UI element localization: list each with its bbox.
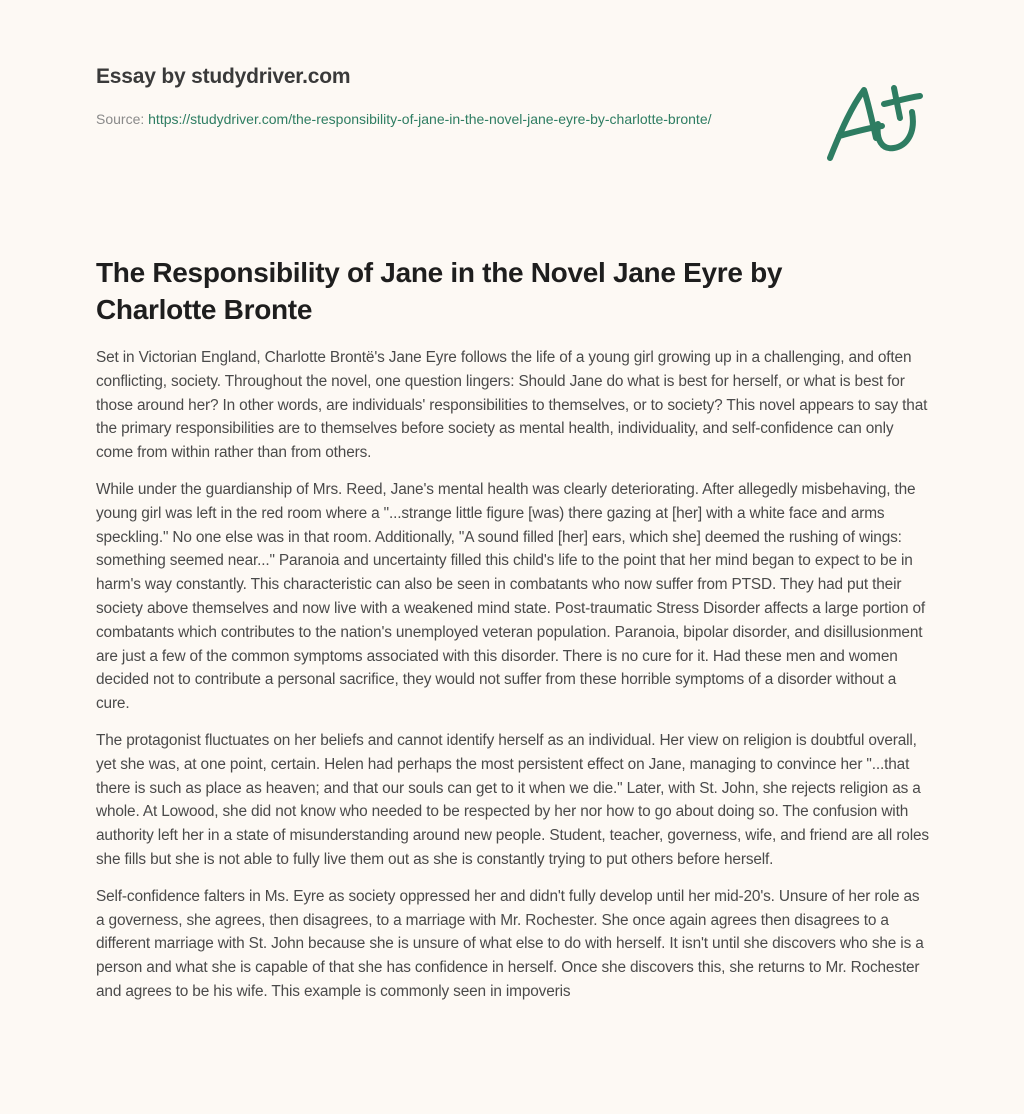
brand-title: Essay by studydriver.com [96, 65, 351, 88]
article-title: The Responsibility of Jane in the Novel Jane Eyre by Charlotte Bronte [96, 257, 783, 325]
page-header [96, 62, 776, 131]
source-link[interactable]: https://studydriver.com/the-responsibility-of-jane-in-the-novel-jane-eyre-by-charlotte-bronte/ [148, 111, 712, 127]
article-paragraph: The protagonist fluctuates on her beliefs and cannot identify herself as an individual. Her view on religion is doubtful overall, yet she was, at one point, certain. Helen had perhaps the most persistent effect on Jane, managing to convince her "...that there is such as place as heaven; and that our souls can get to it when we die." Later, with St. John, she rejects religion as a whole. At Lowood, she did not know who needed to be respected by her nor how to go about doing so. The confusion with authority left her in a state of misunderstanding around new people. Student, teacher, governess, wife, and friend are all roles she fills but she is not able to fully live them out as she is constantly trying to put others before herself. [96, 731, 929, 868]
source-line [96, 108, 776, 131]
a-plus-grade-icon [820, 66, 930, 166]
article-paragraph: While under the guardianship of Mrs. Reed, Jane's mental health was clearly deteriorating. After allegedly misbehaving, the young girl was left in the red room where a "...strange little figure [was) there gazing at [her] with a white face and arms speckling." No one else was in that room. Additionally, "A sound filled [her] ears, which she] deemed the rushing of wings: something seemed near..." Paranoia and uncertainty filled this child's life to the point that her mind began to expect to be in harm's way constantly. This characteristic can also be seen in combatants who now suffer from PTSD. They had put their society above themselves and now live with a weakened mind state. Post-traumatic Stress Disorder affects a large portion of combatants which contributes to the nation's unemployed veteran population. Paranoia, bipolar disorder, and disillusionment are just a few of the common symptoms associated with this disorder. There is no cure for it. Had these men and women decided not to contribute a personal sacrifice, they would not suffer from these horrible symptoms of a disorder without a cure. [96, 480, 926, 713]
article-paragraph: Self-confidence falters in Ms. Eyre as society oppressed her and didn't fully develop until her mid-20's. Unsure of her role as a governess, she agrees, then disagrees, to a marriage with Mr. Rochester. She once again agrees then disagrees to a different marriage with St. John because she is unsure of what else to do with herself. It isn't until she discovers who she is a person and what she is capable of that she has confidence in herself. Once she discovers this, she returns to Mr. Rochester and agrees to be his wife. This example is commonly seen in impoveris [96, 887, 924, 1000]
article-body [96, 346, 930, 1017]
article-paragraph: Set in Victorian England, Charlotte Brontë's Jane Eyre follows the life of a young girl growing up in a challenging, and often conflicting, society. Throughout the novel, one question lingers: Should Jane do what is best for herself, or what is best for those around her? In other words, are individuals' responsibilities to themselves, or to society? This novel appears to say that the primary responsibilities are to themselves before society as mental health, individuality, and self-confidence can only come from within rather than from others. [96, 349, 928, 462]
source-label: Source: [96, 111, 145, 127]
